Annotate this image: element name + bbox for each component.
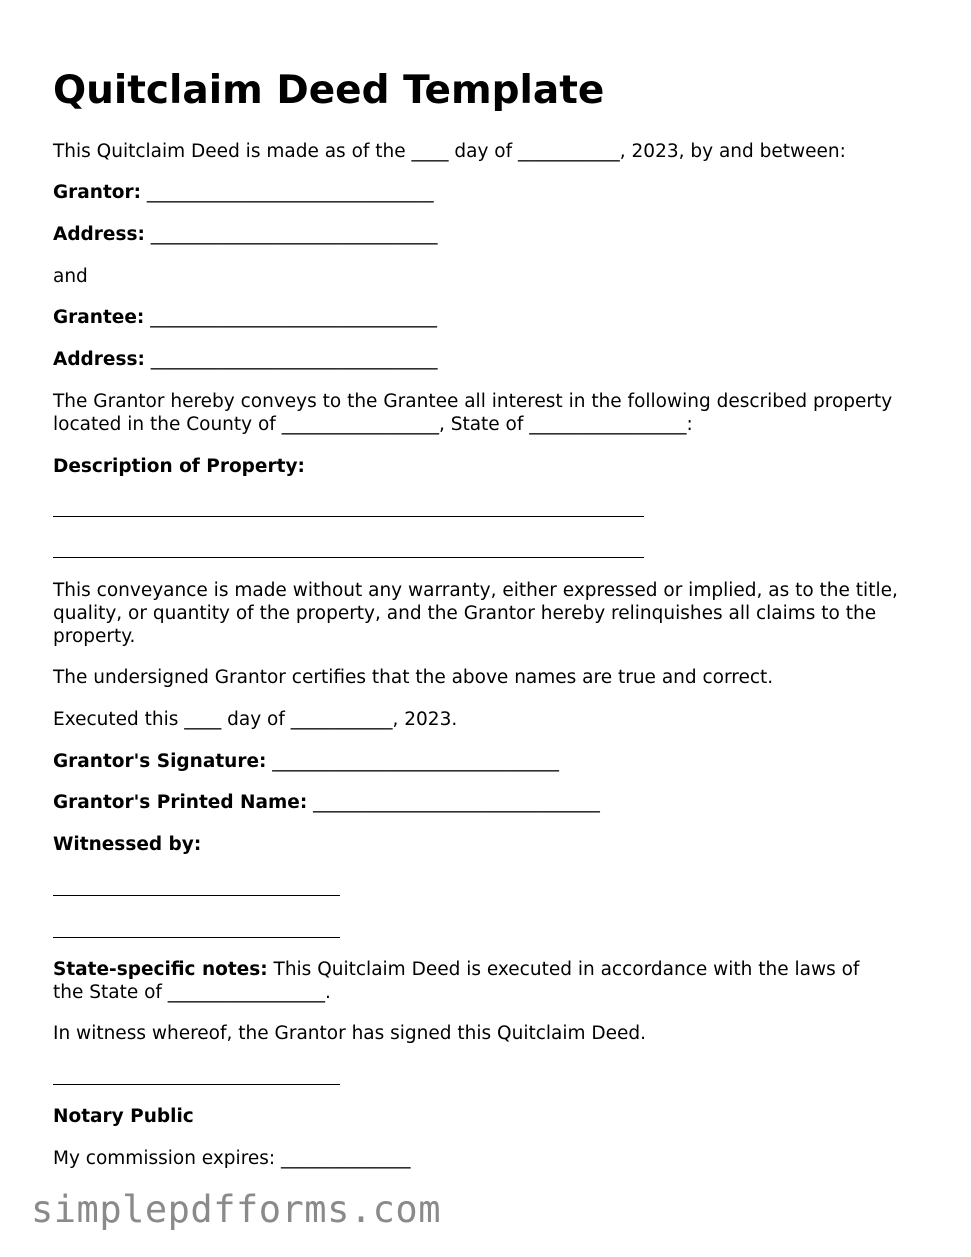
state-notes-label: State-specific notes: [53, 959, 268, 980]
witness-blank-line-2 [53, 937, 340, 938]
signature-field [53, 750, 559, 773]
witness-blank-line-1 [53, 895, 340, 896]
conveyance-line-1: The Grantor hereby conveys to the Grantee all interest in the following described property [53, 391, 893, 412]
printed-name-label: Grantor's Printed Name: [53, 792, 308, 813]
watermark: simplepdfforms.com [31, 1188, 441, 1231]
warranty-line-3: property. [53, 626, 136, 647]
grantor-address-field [53, 223, 438, 246]
description-blank-line-2 [53, 557, 644, 558]
warranty-line-1: This conveyance is made without any warranty, either expressed or implied, as to the title, [53, 580, 898, 601]
and-text: and [53, 266, 88, 287]
state-notes-text: This Quitclaim Deed is executed in accordance with the laws of [267, 959, 860, 980]
signature-label: Grantor's Signature: [53, 751, 267, 772]
description-blank-line-1 [53, 516, 644, 517]
witness-whereof-text: In witness whereof, the Grantor has signed this Quitclaim Deed. [53, 1023, 647, 1044]
commission-text: My commission expires: ______________ [53, 1148, 411, 1169]
conveyance-paragraph [53, 390, 923, 436]
grantor-label: Grantor: [53, 182, 142, 203]
warranty-line-2: quality, or quantity of the property, and the Grantor hereby relinquishes all claims to the [53, 603, 877, 624]
warranty-paragraph [53, 579, 923, 648]
grantor-blank: _______________________________ [141, 182, 434, 203]
executed-text: Executed this ____ day of ___________, 2023. [53, 709, 458, 730]
printed-name-blank: _______________________________ [307, 792, 600, 813]
grantee-label: Grantee: [53, 307, 145, 328]
state-notes-line-1 [53, 958, 923, 981]
description-heading: Description of Property: [53, 456, 305, 477]
notary-heading: Notary Public [53, 1106, 194, 1127]
grantee-address-label: Address: [53, 349, 145, 370]
conveyance-line-2: located in the County of _________________, State of _________________: [53, 414, 693, 435]
state-notes-paragraph [53, 958, 923, 1004]
grantee-blank: _______________________________ [144, 307, 437, 328]
grantee-field [53, 306, 437, 329]
grantee-address-field [53, 348, 438, 371]
grantor-address-blank: _______________________________ [144, 224, 438, 245]
grantor-field [53, 181, 434, 204]
grantee-address-blank: _______________________________ [144, 349, 438, 370]
grantor-address-label: Address: [53, 224, 145, 245]
intro-text: This Quitclaim Deed is made as of the ____ day of ___________, 2023, by and between: [53, 141, 846, 162]
state-notes-line-2: the State of _________________. [53, 982, 331, 1003]
printed-name-field [53, 791, 600, 814]
notary-signature-line [53, 1084, 340, 1085]
certify-text: The undersigned Grantor certifies that the above names are true and correct. [53, 667, 774, 688]
witnessed-heading: Witnessed by: [53, 834, 202, 855]
page-title: Quitclaim Deed Template [53, 68, 605, 113]
signature-blank: _______________________________ [266, 751, 560, 772]
